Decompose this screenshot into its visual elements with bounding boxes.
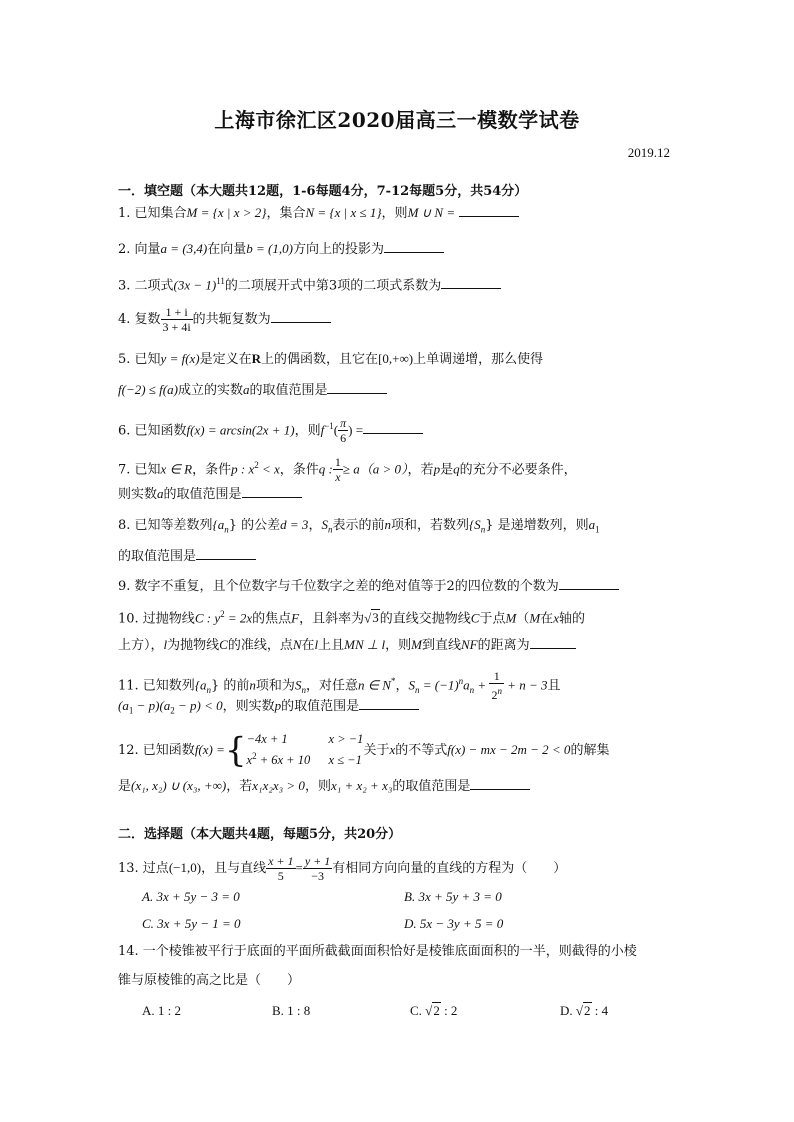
- answer-blank[interactable]: [559, 577, 619, 590]
- q7-fraction: [333, 455, 343, 484]
- q6-equals: ) =: [348, 422, 364, 438]
- q11-ineq-3: − p) < 0: [174, 698, 223, 713]
- q14-c-radicand: 2: [433, 1003, 440, 1018]
- q8-text: 8. 已知等差数列: [118, 518, 213, 533]
- q12-text-5: 是: [118, 779, 132, 794]
- q8-text-2: } 的公差: [228, 518, 281, 533]
- q4-text-2: 的共轭复数为: [192, 312, 271, 327]
- q6-numerator: π: [340, 416, 347, 431]
- q7-exp: 2: [254, 460, 259, 470]
- q14-d-post: : 4: [591, 1003, 609, 1018]
- q10-text-9: 上方），: [118, 638, 164, 653]
- q13-numerator-2: y + 1: [304, 854, 331, 868]
- q5-text-5: 成立的实数: [177, 383, 243, 398]
- q10-text-4: 的直线交抛物线: [379, 611, 471, 627]
- q11-sub-1: 1: [128, 705, 134, 716]
- q13-option-b[interactable]: B. 3x + 5y + 3 = 0: [404, 889, 502, 904]
- question-5-line-2: [118, 381, 676, 400]
- q5-function: y = f(x): [160, 351, 200, 366]
- q11-an-sub: n: [469, 684, 475, 695]
- q14-c-post: : 2: [440, 1003, 458, 1018]
- q5-inequality: f(−2) ≤ f(a): [118, 382, 178, 397]
- answer-blank[interactable]: [441, 276, 501, 289]
- q10-c-2: C: [219, 637, 228, 652]
- q7-q: q: [453, 461, 460, 477]
- answer-blank[interactable]: [470, 777, 530, 790]
- q13-fraction-1: [266, 854, 295, 883]
- q4-denominator: 3 + 4i: [162, 320, 191, 334]
- q11-text-6: 且: [547, 678, 561, 694]
- q11-text-5: ，: [395, 678, 409, 694]
- q4-text: 4. 复数: [118, 312, 161, 327]
- q2-text-3: 方向上的投影为: [292, 242, 384, 257]
- q4-numerator: 1 + i: [161, 305, 193, 320]
- q13-option-a[interactable]: A. 3x + 5y − 3 = 0: [142, 889, 240, 904]
- q5-text-2: 是定义在: [199, 352, 252, 367]
- q10-text-13: 上且: [318, 638, 345, 653]
- answer-blank[interactable]: [384, 240, 444, 253]
- q10-parabola: C : y: [194, 610, 221, 626]
- q3-text: 3. 二项式: [118, 278, 174, 294]
- q5-text-3: 上的偶函数，且它在: [261, 352, 379, 367]
- q7-text-8: 的取值范围是: [163, 487, 242, 502]
- q10-l-2: l: [314, 637, 319, 652]
- q11-sum-sub: n: [301, 684, 306, 695]
- q1-text: 1. 已知集合: [118, 206, 187, 221]
- q7-text-6: 的充分不必要条件，: [459, 462, 577, 478]
- q7-text-3: ，条件: [279, 462, 319, 478]
- q12-case-2: x: [246, 753, 253, 768]
- q13-denominator-1: 5: [277, 869, 284, 883]
- q10-text-12: 在: [301, 638, 315, 653]
- q12-text: 12. 已知函数: [118, 743, 195, 758]
- q8-text-3: ，: [308, 518, 322, 533]
- q10-text-2: 的焦点: [252, 611, 292, 627]
- q13-numerator-1: x + 1: [268, 854, 294, 868]
- q11-sn-sub: n: [414, 684, 420, 695]
- answer-blank[interactable]: [459, 204, 519, 217]
- q10-c: C: [470, 610, 480, 626]
- q12-cond-1: x > −1: [328, 732, 364, 747]
- q11-p: p: [274, 698, 282, 713]
- q10-text-6: （: [516, 611, 530, 627]
- q8-sum-sub: n: [327, 524, 333, 535]
- q12-text-3: 的不等式: [395, 743, 448, 758]
- q8-a1: a: [588, 517, 596, 532]
- q7-cond-q: q :: [318, 461, 333, 477]
- q11-denominator: 2: [491, 688, 498, 703]
- question-8-line-2: [118, 547, 676, 566]
- q12-solution-set: (x₁, x₂) ∪ (x₃, +∞): [131, 778, 227, 793]
- q10-parabola-2: = 2x: [224, 610, 253, 626]
- q6-inverse-exp: −1: [324, 421, 334, 431]
- q12-sum: x₁ + x₂ + x₃: [330, 778, 393, 793]
- q10-m-3: M: [411, 637, 422, 652]
- q7-cond-q-2: ≥ a（a > 0）: [342, 461, 408, 477]
- q10-nf: NF: [460, 637, 478, 652]
- q10-text-15: 到直线: [421, 638, 461, 653]
- q6-function: f(x) = arcsin(2x + 1): [186, 422, 295, 438]
- q7-text: 7. 已知: [118, 462, 161, 478]
- question-14-line-1: 14. 一个棱锥被平行于底面的平面所截截面面积恰好是棱锥底面面积的一半，则截得的小棱: [118, 944, 637, 959]
- q5-var-a: a: [242, 382, 250, 397]
- q13-denominator-2: −3: [311, 869, 324, 883]
- q11-text: 11. 已知数列: [118, 678, 195, 694]
- question-12-line-2: [118, 777, 676, 796]
- q14-option-d[interactable]: D. √2 : 4: [560, 1003, 609, 1018]
- q12-piecewise: [247, 731, 364, 769]
- q8-text-4: 表示的前: [332, 518, 385, 533]
- q11-seq: {a: [194, 677, 207, 693]
- q7-text-5: 是: [440, 462, 454, 478]
- q6-fraction: [338, 416, 348, 445]
- q1-text-3: ，则: [381, 206, 408, 221]
- question-1: [118, 204, 676, 223]
- q7-text-2: ，条件: [192, 462, 232, 478]
- q11-eq: = (−1): [419, 677, 459, 693]
- q12-text-7: ，则: [304, 779, 331, 794]
- q12-function: f(x) =: [194, 742, 225, 757]
- q11-ineq-2: − p)(a: [133, 698, 171, 713]
- q11-star: *: [390, 676, 396, 686]
- q8-text-5: 项和，若数列: [390, 518, 469, 533]
- q14-option-a[interactable]: A. 1 : 2: [142, 1003, 181, 1018]
- q12-cond-2: x ≤ −1: [328, 753, 362, 768]
- q8-seq-2-sub: n: [480, 524, 486, 535]
- q11-an: a: [463, 677, 470, 693]
- q4-fraction: [161, 305, 193, 334]
- q10-sqrt: 3: [372, 610, 379, 626]
- question-8-line-1: [118, 516, 676, 539]
- q12-text-4: 的解集: [570, 743, 610, 758]
- q8-difference: d = 3: [280, 517, 309, 532]
- q3-exponent: 11: [216, 276, 225, 286]
- q11-tail: + n − 3: [503, 677, 548, 693]
- section-heading-fill-in: 一．填空题（本大题共12题，1-6每题4分，7-12每题5分，共54分）: [118, 184, 528, 199]
- q7-cond-p: p : x: [231, 461, 255, 477]
- q12-text-6: ，若: [226, 779, 253, 794]
- q10-m-2: M: [529, 610, 541, 626]
- question-14-line-2: 锥与原棱锥的高之比是（ ）: [118, 973, 301, 988]
- q5-interval: [0,+∞): [378, 351, 414, 366]
- q9-text: 9. 数字不重复，且个位数字与千位数字之差的绝对值等于2的四位数的个数为: [118, 579, 559, 594]
- exam-date: 2019.12: [627, 145, 670, 160]
- q12-case-2-post: + 6x + 10: [256, 753, 311, 768]
- q10-text-7: 在: [540, 611, 554, 627]
- q7-numerator: 1: [334, 455, 341, 470]
- q7-cond-p-2: < x: [258, 461, 280, 477]
- q11-plus: +: [474, 677, 490, 693]
- q3-text-2: 的二项展开式中第3项的二项式系数为: [224, 278, 442, 294]
- q11-text-4: ，对任意: [305, 678, 358, 694]
- q14-option-c[interactable]: C. √2 : 2: [410, 1003, 458, 1018]
- q7-p: p: [433, 461, 441, 477]
- q13-fraction-2: [303, 854, 332, 883]
- answer-blank[interactable]: [363, 421, 423, 434]
- q12-case-2-exp: 2: [252, 751, 257, 762]
- answer-blank[interactable]: [530, 636, 576, 649]
- question-11-line-2: [118, 697, 676, 720]
- question-5-line-1: [118, 350, 676, 369]
- q10-text-14: ，则: [385, 638, 412, 653]
- q10-text-8: 轴的: [558, 611, 585, 627]
- q10-text-16: 的距离为: [477, 638, 530, 653]
- q8-text-6: } 是递增数列，则: [485, 518, 589, 533]
- q8-a1-sub: 1: [595, 524, 600, 535]
- answer-blank[interactable]: [327, 381, 387, 394]
- q10-perpendicular: MN ⊥ l: [344, 637, 386, 652]
- q11-text-3: 项和为: [255, 678, 295, 694]
- q14-option-b[interactable]: B. 1 : 8: [272, 1003, 311, 1018]
- question-3: [118, 272, 676, 295]
- q6-denominator: 6: [340, 431, 347, 446]
- page-title: 上海市徐汇区2020届高三一模数学试卷: [214, 108, 580, 132]
- q6-text-2: ，则: [294, 423, 321, 439]
- q11-sub-2: 2: [170, 705, 175, 716]
- answer-blank[interactable]: [359, 697, 419, 710]
- q7-text-7: 则实数: [118, 487, 158, 502]
- q14-d-label: D.: [560, 1003, 576, 1018]
- answer-blank[interactable]: [271, 310, 331, 323]
- q10-m: M: [505, 610, 517, 626]
- answer-blank[interactable]: [196, 547, 256, 560]
- q5-text: 5. 已知: [118, 352, 161, 367]
- q1-union: M ∪ N =: [407, 205, 456, 220]
- q11-sum: S: [294, 677, 302, 693]
- question-10-line-1: 10. 过抛物线C : $y^2 = 2x$的焦点F，且斜率为√3的直线交抛物线C于点M（M在x轴的: [118, 609, 585, 627]
- q12-inequality: f(x) − mx − 2m − 2 < 0: [447, 742, 571, 757]
- q1-text-2: ，集合: [266, 206, 306, 221]
- question-10-line-2: [118, 636, 676, 655]
- q10-text-3: ，且斜率为: [299, 611, 365, 627]
- q13-option-d[interactable]: D. 5x − 3y + 5 = 0: [404, 916, 504, 931]
- question-4: [118, 304, 676, 336]
- q2-vector-b: b = (1,0): [246, 241, 293, 256]
- question-13: [118, 850, 676, 887]
- q8-seq: {a: [212, 517, 225, 532]
- question-2: [118, 240, 676, 259]
- q7-text-4: ，若: [407, 462, 434, 478]
- q12-text-2: 关于: [363, 743, 390, 758]
- q12-text-8: 的取值范围是: [392, 779, 471, 794]
- q11-numerator: 1: [489, 669, 504, 684]
- q12-x: x: [389, 742, 396, 757]
- q7-var-a: a: [157, 486, 164, 501]
- q11-n: n: [249, 677, 256, 693]
- q14-c-label: C.: [410, 1003, 426, 1018]
- q10-text-5: 于点: [479, 611, 506, 627]
- q6-text: 6. 已知函数: [118, 423, 187, 439]
- q8-n: n: [384, 517, 391, 532]
- q12-product: x₁x₂x₃ > 0: [252, 778, 305, 793]
- q11-seq-sub: n: [206, 684, 212, 695]
- question-7-line-2: [118, 485, 676, 504]
- q14-d-radicand: 2: [584, 1003, 591, 1018]
- q1-set-n: N = {x | x ≤ 1}: [305, 205, 382, 220]
- q10-text-10: 为抛物线: [167, 638, 220, 653]
- q11-ineq-1: (a: [118, 698, 129, 713]
- question-7-line-1: [118, 450, 676, 485]
- q5-text-6: 的取值范围是: [249, 383, 328, 398]
- q2-text: 2. 向量: [118, 242, 161, 257]
- q11-text-7: ，则实数: [222, 699, 275, 714]
- q3-binomial: (3x − 1): [173, 277, 217, 293]
- q10-text-11: 的准线，点: [227, 638, 293, 653]
- q11-sn: S: [408, 677, 415, 693]
- q13-text-3: 有相同方向向量的直线的方程为（ ）: [332, 861, 567, 876]
- question-6: 6. 已知函数f(x) = arcsin(2x + 1)，则$f^{-1}$( $\frac{\pi}{6}$ ) =: [118, 410, 676, 447]
- q7-denominator: x: [335, 470, 341, 485]
- answer-blank[interactable]: [242, 485, 302, 498]
- q11-cond: n ∈ N: [357, 677, 391, 693]
- q7-condition: x ∈ R: [160, 461, 193, 477]
- q10-n: N: [292, 637, 302, 652]
- q11-text-8: 的取值范围是: [281, 699, 360, 714]
- q5-reals: R: [251, 351, 262, 366]
- q5-text-4: 上单调递增，那么使得: [413, 352, 544, 367]
- q13-equals: =: [295, 860, 303, 875]
- q12-case-1: −4x + 1: [246, 732, 288, 747]
- q8-seq-sub: n: [224, 524, 229, 535]
- q13-text: 13. 过点: [118, 861, 169, 876]
- q11-den-exp: n: [497, 686, 502, 697]
- q11-eq-exp: n: [458, 676, 464, 686]
- q10-exp: 2: [220, 609, 225, 619]
- q13-point: (−1,0): [168, 860, 202, 875]
- q10-focus: F: [291, 610, 300, 626]
- q8-text-7: 的取值范围是: [118, 549, 197, 564]
- q10-x: x: [553, 610, 559, 626]
- q6-inverse: f: [320, 422, 325, 438]
- question-9: [118, 577, 676, 596]
- q13-option-c[interactable]: C. 3x + 5y − 1 = 0: [142, 916, 241, 931]
- q2-vector-a: a = (3,4): [160, 241, 208, 256]
- q8-seq-2: {S: [468, 517, 481, 532]
- q13-text-2: ，且与直线: [201, 861, 267, 876]
- question-12-line-1: [118, 728, 676, 778]
- q1-set-m: M = {x | x > 2}: [186, 205, 267, 220]
- brace-icon: {: [224, 730, 247, 771]
- q8-sum: S: [321, 517, 328, 532]
- q10-text: 10. 过抛物线: [118, 611, 195, 627]
- section-heading-multiple-choice: 二．选择题（本大题共4题，每题5分，共20分）: [118, 827, 402, 842]
- q10-l: l: [163, 637, 168, 652]
- q2-text-2: 在向量: [207, 242, 247, 257]
- q11-text-2: } 的前: [211, 678, 250, 694]
